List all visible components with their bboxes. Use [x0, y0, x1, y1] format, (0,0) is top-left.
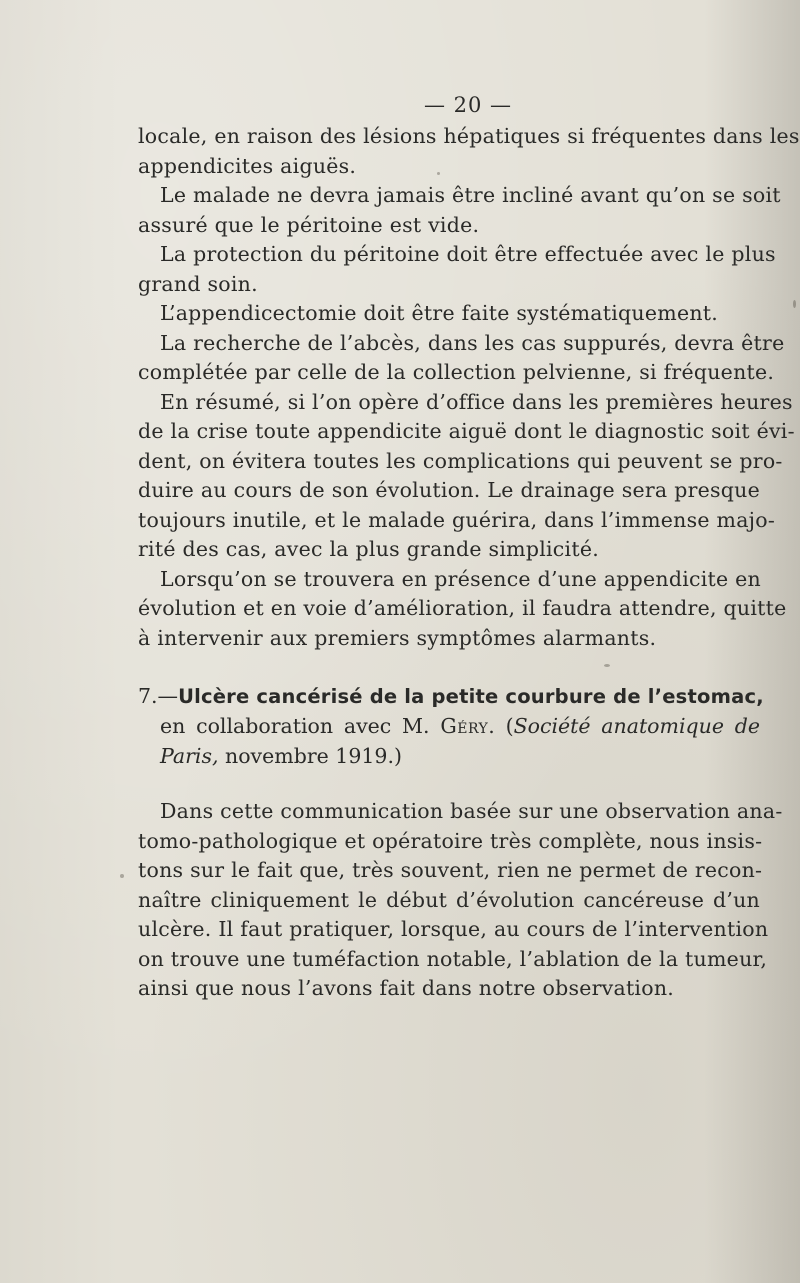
text-line: Le malade ne devra jamais être incliné avant qu’on se soit	[160, 183, 781, 207]
text-line: à intervenir aux premiers symptômes alarmants.	[138, 625, 657, 650]
text-line: La protection du péritoine doit être effectuée avec le plus	[160, 242, 776, 266]
heading-line	[138, 741, 760, 771]
text-line: on trouve une tuméfaction notable, l’ablation de la tumeur,	[138, 946, 768, 971]
text-line: grand soin.	[138, 271, 258, 296]
text-line: évolution et en voie d’amélioration, il faudra attendre, quitte	[138, 596, 787, 620]
paper-speck	[793, 300, 796, 308]
text-line: ulcère. Il faut pratiquer, lorsque, au cours de l’intervention	[138, 917, 769, 941]
heading-punct: . (	[488, 714, 514, 738]
text-line: tomo-pathologique et opératoire très complète, nous insis-	[138, 828, 763, 853]
text-line: ainsi que nous l’avons fait dans notre observation.	[138, 976, 675, 1000]
text-line: rité des cas, avec la plus grande simplicité.	[138, 537, 599, 561]
text-line: assuré que le péritoine est vide.	[138, 212, 480, 237]
text-line: complétée par celle de la collection pelvienne, si fréquente.	[138, 360, 775, 384]
book-page	[138, 88, 800, 1004]
heading-number: 7.—	[138, 684, 179, 708]
text-line: de la crise toute appendicite aiguë dont le diagnostic soit évi-	[138, 419, 795, 443]
text-line: L’appendicectomie doit être faite systématiquement.	[160, 301, 719, 325]
heading-journal-city: Paris,	[160, 744, 219, 768]
heading-date: novembre 1919.)	[218, 744, 402, 768]
text-line: locale, en raison des lésions hépatiques si fréquentes dans les	[138, 124, 800, 148]
text-line: En résumé, si l’on opère d’office dans les premières heures	[160, 389, 793, 414]
heading-author: Géry	[440, 714, 489, 738]
text-line: Lorsqu’on se trouvera en présence d’une appendicite en	[160, 566, 762, 591]
text-line: Dans cette communication basée sur une observation ana-	[160, 799, 783, 823]
text-line: naître cliniquement le début d’évolution cancéreuse d’un	[138, 887, 760, 912]
section-heading	[138, 681, 764, 771]
paragraph-block-appendicitis	[138, 122, 800, 653]
heading-collab-text: en collaboration avec M.	[160, 714, 441, 738]
paper-speck	[120, 874, 124, 878]
text-line: toujours inutile, et le malade guérira, dans l’immense majo-	[138, 507, 776, 532]
heading-line	[138, 681, 764, 711]
heading-title: Ulcère cancérisé de la petite courbure de l’estomac,	[178, 685, 764, 708]
page-number: — 20 —	[423, 93, 513, 117]
paragraph-block-ulcer	[138, 797, 783, 1004]
text-line: appendicites aiguës.	[138, 153, 357, 178]
text-line: tons sur le fait que, très souvent, rien ne permet de recon-	[138, 858, 763, 882]
heading-journal: Société anatomique de	[513, 714, 760, 738]
heading-line	[138, 711, 760, 741]
text-line: dent, on évitera toutes les complications qui peuvent se pro-	[138, 448, 783, 473]
text-line: duire au cours de son évolution. Le drainage sera presque	[138, 478, 760, 502]
text-line: La recherche de l’abcès, dans les cas suppurés, devra être	[160, 330, 785, 355]
